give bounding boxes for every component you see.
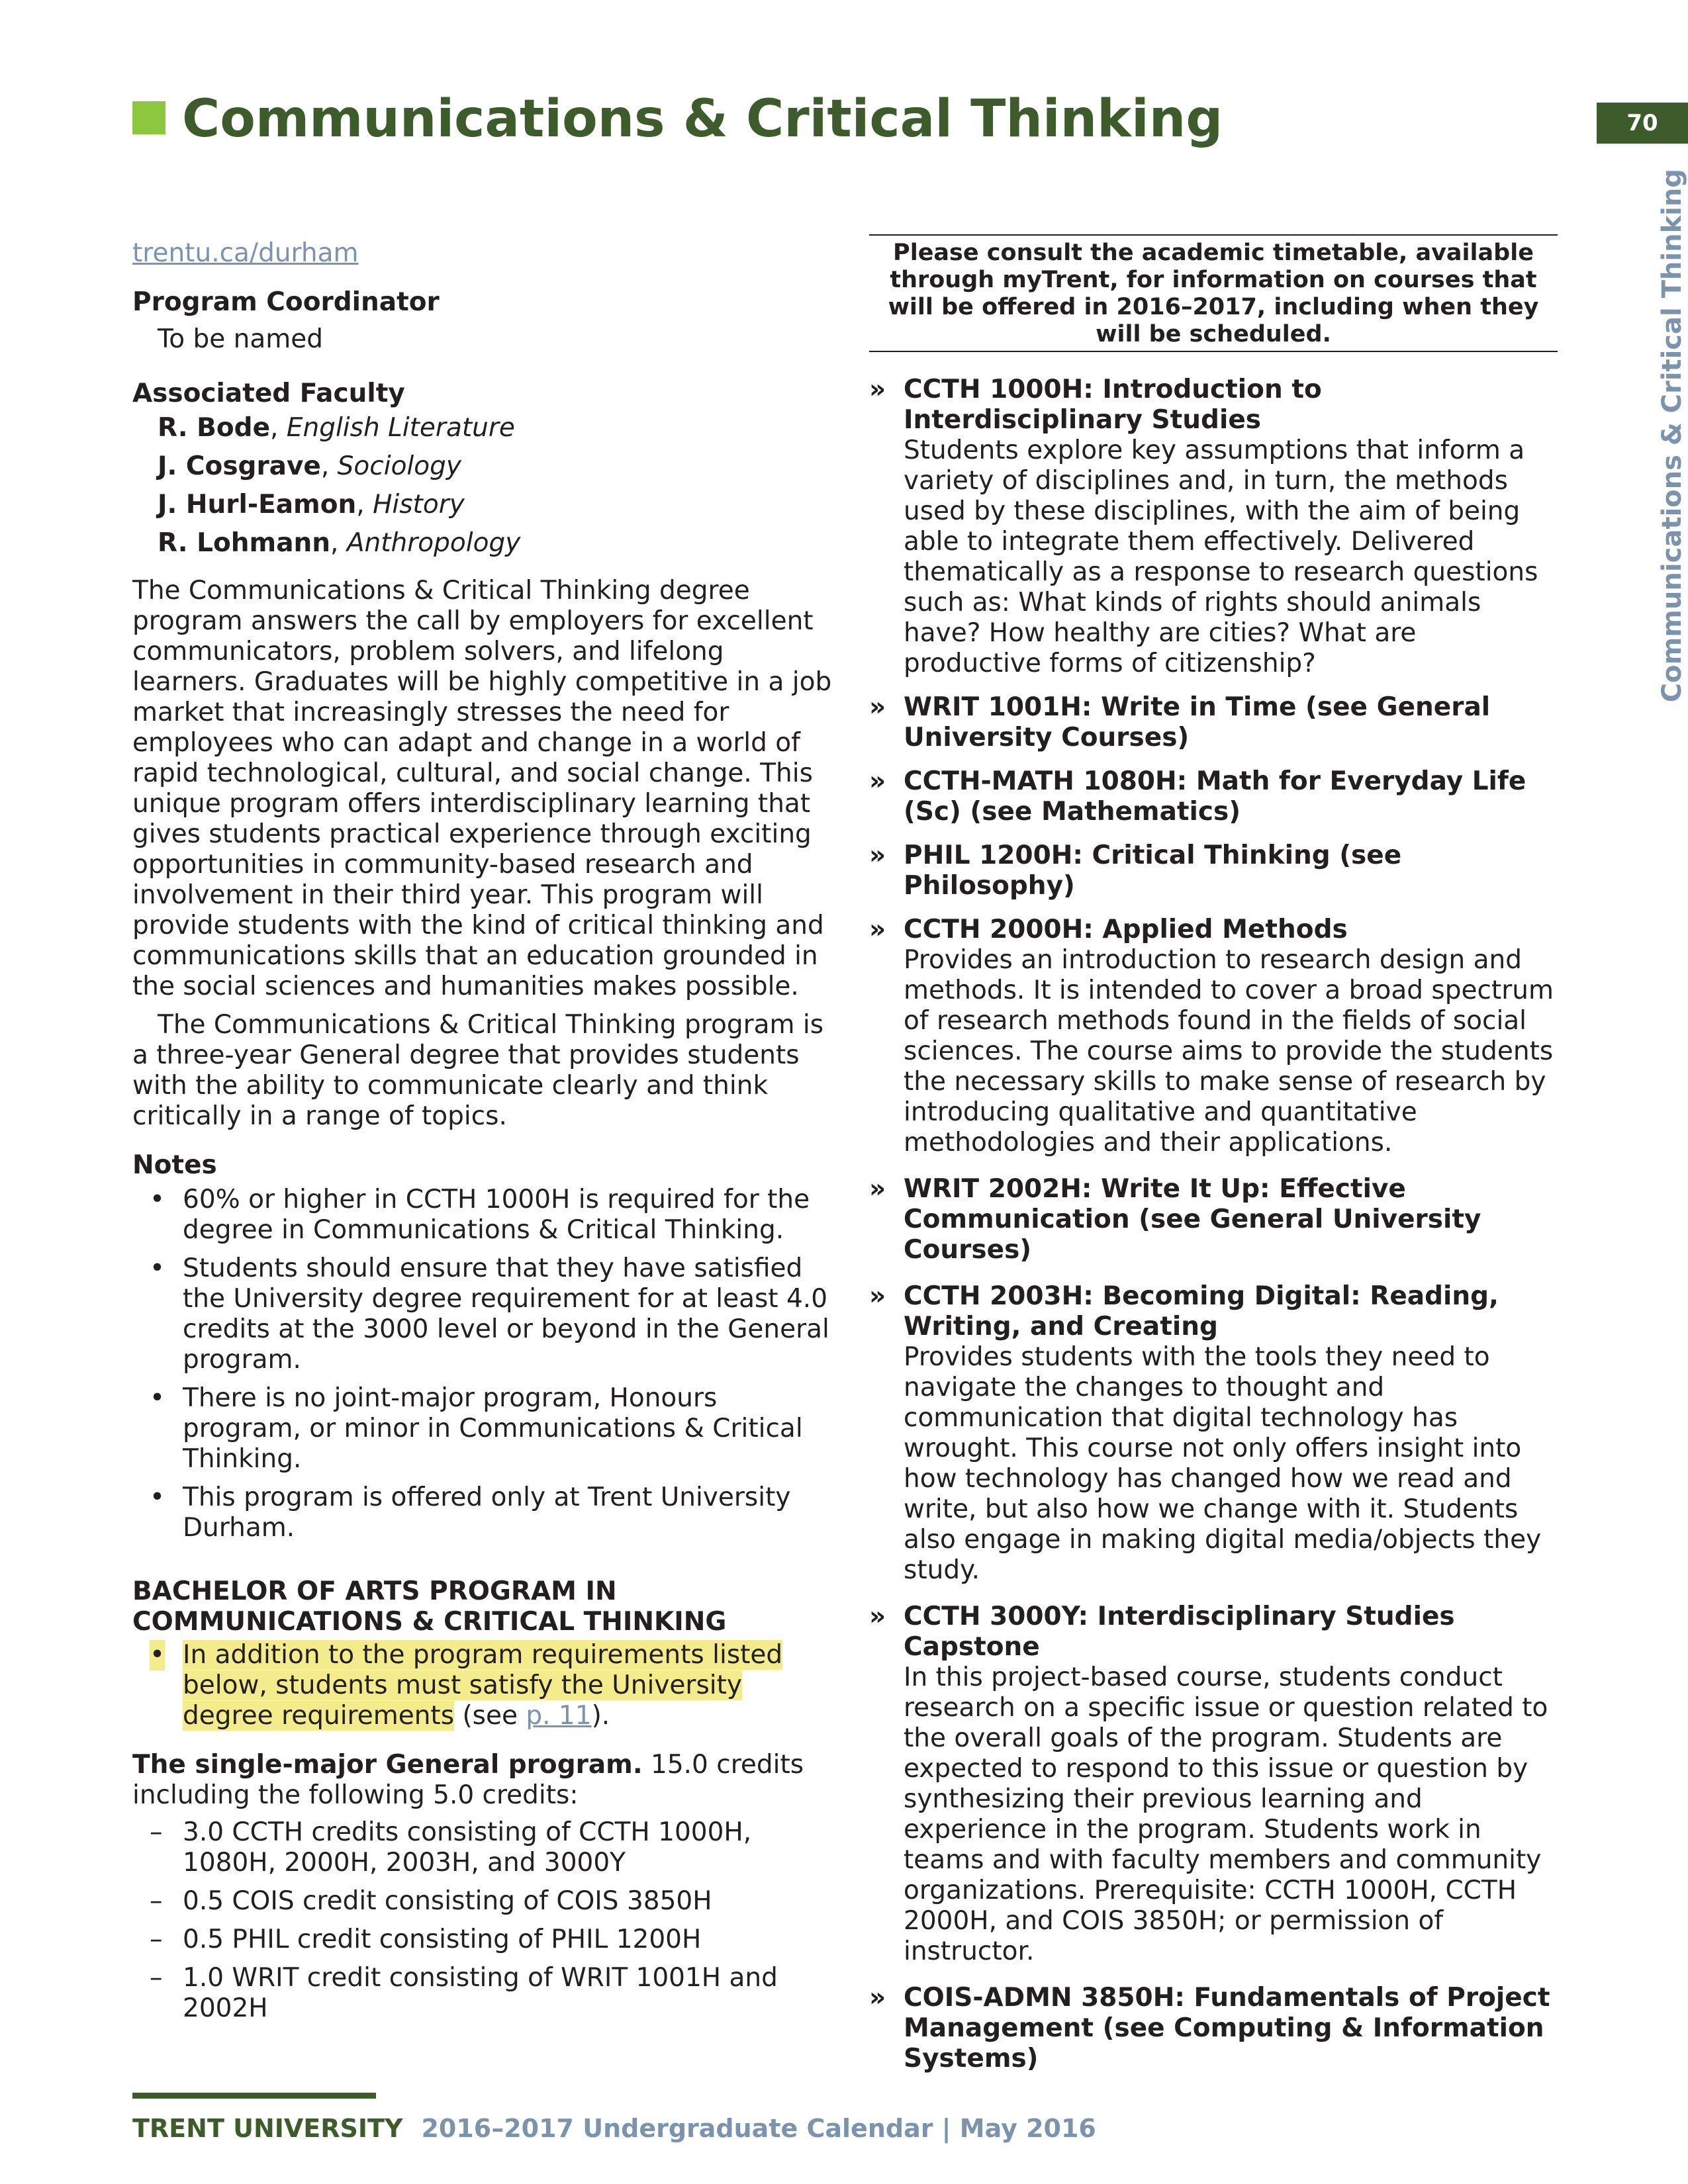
dash-icon: – [150,1963,163,1993]
credit-item [132,1886,834,1917]
notes-label: Notes [132,1150,217,1180]
chevron-icon: » [869,692,886,722]
chevron-icon: » [869,1602,886,1631]
faculty-label: Associated Faculty [132,379,405,408]
course-entry [869,375,1558,679]
note-text: This program is offered only at Trent University Durham. [183,1482,791,1543]
bullet-icon: • [150,1383,165,1413]
credit-text: 0.5 COIS credit consisting of COIS 3850H [183,1886,712,1916]
separator: , [270,413,287,443]
separator: , [320,451,338,481]
right-column [869,238,1558,2074]
bullet-icon: • [150,1640,165,1670]
faculty-item [132,447,834,486]
course-title: CCTH 2000H: Applied Methods [904,915,1348,944]
course-title: PHIL 1200H: Critical Thinking (see Philosophy) [904,841,1402,901]
chevron-icon: » [869,1983,886,2013]
course-entry [869,692,1558,753]
faculty-item [132,409,834,447]
note-text: There is no joint-major program, Honours program, or minor in Communications & Critical Thinking. [183,1383,803,1474]
credit-text: 1.0 WRIT credit consisting of WRIT 1001H and 2002H [183,1963,778,2023]
course-title: COIS-ADMN 3850H: Fundamentals of Project Management (see Computing & Information Systems) [904,1983,1550,2073]
note-text: Students should ensure that they have satisfied the University degree requirement for at least 4.0 credits at the 3000 level or beyond in the General program. [183,1253,829,1375]
coordinator-label: Program Coordinator [132,287,440,317]
requirement-close: ). [591,1701,610,1731]
course-entry [869,841,1558,901]
program-heading-line: BACHELOR OF ARTS PROGRAM IN [132,1576,617,1606]
bullet-icon: • [150,1482,165,1512]
intro-paragraph-2: The Communications & Critical Thinking program is a three-year General degree that provides students with the ability to communicate clearly and think critically in a range of topics. [132,1010,824,1131]
left-column [132,238,834,2024]
note-item [132,1185,834,1246]
course-title: CCTH 1000H: Introduction to Interdisciplinary Studies [904,375,1322,435]
note-item [132,1482,834,1543]
dash-icon: – [150,1817,163,1847]
course-entry [869,915,1558,1158]
credit-item [132,1925,834,1955]
course-description: Provides students with the tools they need to navigate the changes to thought and communication that digital technology has wrought. This course not only offers insight into how technology has changed how we read and write, but also how we change with it. Students also engage in making digital media/objects they study. [904,1342,1542,1585]
credit-text: 3.0 CCTH credits consisting of CCTH 1000H, 1080H, 2000H, 2003H, and 3000Y [183,1817,752,1878]
title-square-icon [132,101,165,134]
course-entry [869,1281,1558,1586]
course-title: CCTH 2003H: Becoming Digital: Reading, Writing, and Creating [904,1281,1499,1342]
chevron-icon: » [869,1174,886,1204]
program-url-link[interactable]: trentu.ca/durham [132,238,359,268]
chevron-icon: » [869,1281,886,1311]
dash-icon: – [150,1925,163,1954]
bullet-icon: • [150,1185,165,1214]
program-heading-line: COMMUNICATIONS & CRITICAL THINKING [132,1607,727,1637]
faculty-dept: Anthropology [346,528,521,558]
credit-item [132,1817,834,1878]
course-title: WRIT 1001H: Write in Time (see General University Courses) [904,692,1491,752]
chevron-icon: » [869,841,886,870]
page-number: 70 [1597,103,1688,144]
chevron-icon: » [869,766,886,796]
requirement-see: (see [454,1701,526,1731]
credits-list [132,1817,834,2024]
program-heading [132,1576,834,1637]
course-title: CCTH 3000Y: Interdisciplinary Studies Capstone [904,1602,1455,1662]
faculty-name: J. Cosgrave [158,451,321,481]
course-description: Students explore key assumptions that inform a variety of disciplines and, in turn, the methods used by these disciplines, with the aim of being able to integrate them effectively. Delivered thematically as a response to research questions such as: What kinds of rights should animals have? How healthy are cities? What are productive forms of citizenship? [904,435,1538,678]
separator: , [356,490,373,520]
faculty-dept: History [373,490,465,520]
course-description: Provides an introduction to research design and methods. It is intended to cover a broad spectrum of research methods found in the fields of social sciences. The course aims to provide the students the necessary skills to make sense of research by introducing qualitative and quantitative methodologies and their applications. [904,945,1554,1158]
course-entry [869,1983,1558,2074]
bullet-icon: • [150,1253,165,1283]
single-major-paragraph [132,1750,834,1811]
page-11-link[interactable]: p. 11 [526,1701,592,1731]
footer-university: TRENT UNIVERSITY [132,2114,403,2143]
single-major-label: The single-major General program. [132,1750,643,1780]
footer-rule [132,2093,376,2099]
footer-calendar: 2016–2017 Undergraduate Calendar | May 2016 [421,2114,1096,2143]
note-item [132,1383,834,1475]
coordinator-name: To be named [158,324,323,354]
dash-icon: – [150,1886,163,1916]
separator: , [330,528,347,558]
faculty-item [132,524,834,563]
course-entry [869,766,1558,827]
course-title: WRIT 2002H: Write It Up: Effective Communication (see General University Courses) [904,1174,1481,1265]
course-entry [869,1602,1558,1967]
requirement-item [132,1640,834,1731]
credit-text: 0.5 PHIL credit consisting of PHIL 1200H [183,1925,702,1954]
chevron-icon: » [869,375,886,404]
single-major-text: 15.0 credits including the following 5.0 credits: [132,1750,804,1810]
faculty-name: R. Bode [158,413,271,443]
notes-list [132,1185,834,1543]
chevron-icon: » [869,915,886,944]
faculty-name: R. Lohmann [158,528,331,558]
faculty-dept: English Literature [286,413,515,443]
course-entry [869,1174,1558,1265]
course-title: CCTH-MATH 1080H: Math for Everyday Life (Sc) (see Mathematics) [904,766,1526,827]
faculty-dept: Sociology [337,451,461,481]
note-item [132,1253,834,1375]
footer [132,2114,1096,2143]
faculty-name: J. Hurl-Eamon [158,490,357,520]
intro-paragraph: The Communications & Critical Thinking degree program answers the call by employers for excellent communicators, problem solvers, and lifelong learners. Graduates will be highly competitive in a job market that increasingly stresses the need for employees who can adapt and change in a world of rapid technological, cultural, and social change. This unique program offers interdisciplinary learning that gives students practical experience through exciting opportunities in community-based research and involvement in their third year. This program will provide students with the kind of critical thinking and communications skills that an education grounded in the social sciences and humanities makes possible. [132,576,832,1001]
faculty-list [132,409,834,563]
highlighted-requirement: In addition to the program requirements listed below, students must satisfy the University degree requirements [183,1640,783,1731]
credit-item [132,1963,834,2024]
side-tab-label: Communications & Critical Thinking [1657,169,1687,703]
note-text: 60% or higher in CCTH 1000H is required for the degree in Communications & Critical Thinking. [183,1185,810,1245]
faculty-item [132,486,834,524]
timetable-notice: Please consult the academic timetable, available through myTrent, for information on courses that will be offered in 2016–2017, including when they will be scheduled. [869,234,1558,352]
page-title: Communications & Critical Thinking [182,89,1223,149]
course-description: In this project-based course, students conduct research on a specific issue or question related to the overall goals of the program. Students are expected to respond to this issue or question by synthesizing their previous learning and experience in the program. Students work in teams and with faculty members and community organizations. Prerequisite: CCTH 1000H, CCTH 2000H, and COIS 3850H; or permission of instructor. [904,1662,1548,1966]
